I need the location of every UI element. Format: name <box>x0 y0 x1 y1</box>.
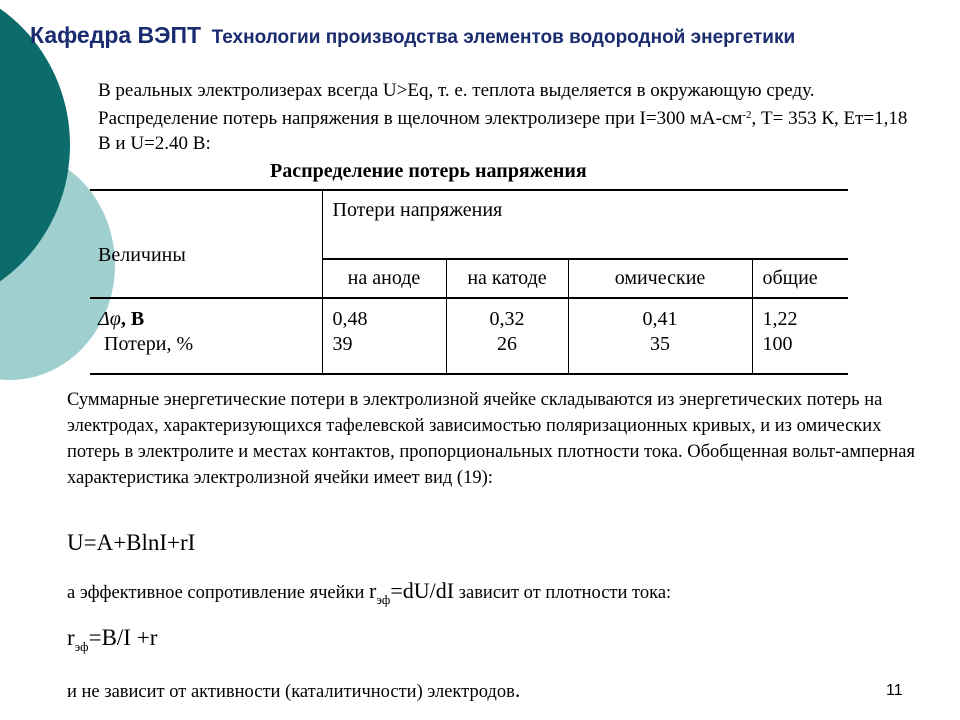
row-label-percent: Потери, % <box>104 333 194 355</box>
intro-line-2-part2: , T= 353 К, Eт=1,18 В и U=2.40 В: <box>98 108 908 154</box>
row-label <box>90 298 322 374</box>
intro-line-2-superscript: -2 <box>742 109 752 121</box>
voltage-unit: , В <box>120 308 145 330</box>
page-number: 11 <box>886 682 903 699</box>
final-line <box>67 677 520 703</box>
cell-total <box>752 298 848 374</box>
cathode-volts: 0,32 <box>489 308 525 330</box>
formula-vac: U=A+BlnI+rI <box>67 530 196 555</box>
table-title: Распределение потерь напряжения <box>270 160 587 182</box>
final-line-period: . <box>514 677 521 702</box>
voltage-loss-table <box>90 189 848 375</box>
resistance-line-after: зависит от плотности тока: <box>454 583 672 603</box>
intro-line-2-part1: Распределение потерь напряжения в щелочном электролизере при I=300 мА-см <box>98 108 743 129</box>
final-line-text: и не зависит от активности (каталитичности) электродов <box>67 682 515 702</box>
intro-text <box>98 78 913 156</box>
ohmic-volts: 0,41 <box>642 308 678 330</box>
resistance-expression: =dU/dI <box>390 578 455 603</box>
body-paragraph: Суммарные энергетические потери в электролизной ячейке складываются из энергетических потерь на электродах, характеризующихся тафелевской зависимостью поляризационных кривых, и из омических потерь в электролите и местах контактов, пропорциональных плотности тока. Обобщенная вольт-амперная характеристика электролизной ячейки имеет вид (19): <box>67 390 916 488</box>
cell-cathode <box>446 298 568 374</box>
resistance-line-before: а эффективное сопротивление ячейки <box>67 583 370 603</box>
cell-ohmic <box>568 298 752 374</box>
subheader-total: общие <box>752 259 848 298</box>
subheader-cathode: на катоде <box>446 259 568 298</box>
intro-line-1: В реальных электролизерах всегда U>Eq, т. е. теплота выделяется в окружающую среду. <box>98 80 815 101</box>
header-losses: Потери напряжения <box>322 190 848 259</box>
total-volts: 1,22 <box>762 308 798 330</box>
cathode-percent: 26 <box>497 333 517 355</box>
formula2-symbol: r <box>67 625 75 650</box>
anode-percent: 39 <box>332 333 353 355</box>
formula2-expression: =B/I +r <box>88 625 158 650</box>
table-header-row <box>90 190 848 259</box>
cell-anode <box>322 298 446 374</box>
anode-volts: 0,48 <box>332 308 368 330</box>
subheader-ohmic: омические <box>568 259 752 298</box>
resistance-symbol: r <box>369 578 377 603</box>
department-title: Кафедра ВЭПТ <box>30 22 202 48</box>
row-label-voltage <box>98 307 322 332</box>
total-percent: 100 <box>762 333 793 355</box>
resistance-subscript: эф <box>376 592 391 607</box>
header-quantities: Величины <box>90 190 322 298</box>
delta-phi-symbol: Δφ <box>98 308 121 330</box>
resistance-line <box>67 578 671 608</box>
intro-line-2 <box>98 103 913 156</box>
ohmic-percent: 35 <box>650 333 670 355</box>
slide-header <box>30 22 795 49</box>
table-data-row <box>90 298 848 374</box>
formula-effective-resistance <box>67 625 157 655</box>
course-title: Технологии производства элементов водородной энергетики <box>211 27 796 48</box>
formula2-subscript: эф <box>74 639 89 654</box>
subheader-anode: на аноде <box>322 259 446 298</box>
